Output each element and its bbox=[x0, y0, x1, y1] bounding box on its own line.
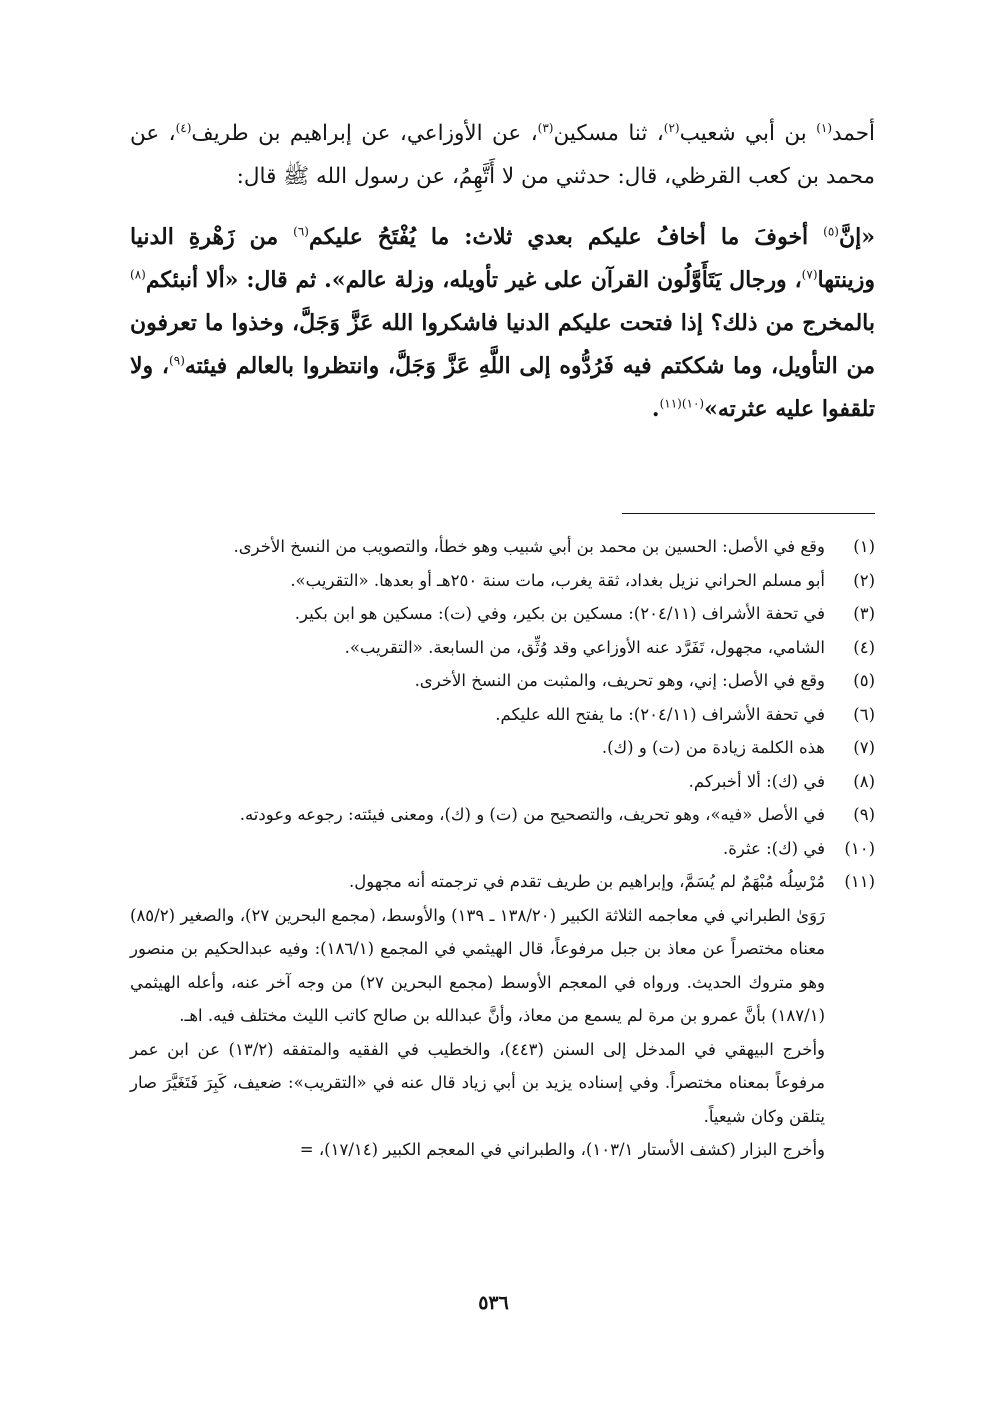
isnad-text: أحمد bbox=[832, 121, 875, 146]
footnote-text: في (ك): عثرة. bbox=[723, 838, 825, 858]
footnote-marker[interactable]: (٦) bbox=[293, 224, 309, 239]
footnote-number: (١٠) bbox=[844, 838, 875, 858]
footnote bbox=[130, 664, 875, 698]
footnote-marker[interactable]: (١١) bbox=[659, 396, 682, 411]
footnote-text: وقع في الأصل: إني، وهو تحريف، والمثبت من النسخ الأخرى. bbox=[414, 671, 825, 690]
footnote-marker[interactable]: (٩) bbox=[169, 353, 185, 368]
footnote-text: مُرْسِلُه مُبْهَمٌ لم يُسَمَّ، وإبراهيم بن طريف تقدم في ترجمته أنه مجهول. رَوَىٰ الطبراني في معاجمه الثلاثة الكبير (١٣٨/٢٠ ـ ١٣٩) والأوسط، (مجمع البحرين ٢٧)، والصغير (٨٥/٢) معناه مختصراً عن معاذ بن جبل مرفوعاً، قال الهيثمي في المجمع (١٨٦/١): وفيه عبدالحكيم بن منصور وهو متروك الحديث. ورواه في المعجم الأوسط (مجمع البحرين ٢٧) من وجه آخر عنه، وأعله الهيثمي (١٨٧/١) بأنَّ عمرو بن مرة لم يسمع من معاذ، وأنَّ عبدالله بن صالح كاتب الليث مختلف فيه. اهـ. وأخرج البيهقي في المدخل إلى السنن (٤٤٣)، والخطيب في الفقيه والمتفقه (١٣/٢) عن ابن عمر مرفوعاً بمعناه مختصراً. وفي إسناده يزيد بن أبي زياد قال عنه في «التقريب»: ضعيف، كَبِرَ فَتَغَيَّرَ صار يتلقن وكان شيعياً. وأخرج البزار (كشف الأستار ١٠٣/١)، والطبراني في المعجم الكبير (١٧/١٤)، = bbox=[130, 872, 826, 1159]
footnote-marker[interactable]: (٨) bbox=[130, 267, 146, 282]
hadith-text: «إنَّ bbox=[838, 224, 875, 250]
footnote-marker[interactable]: (١٠) bbox=[681, 396, 705, 411]
footnote-number: (٣) bbox=[853, 604, 875, 623]
hadith-text: . bbox=[651, 396, 660, 422]
footnote bbox=[130, 731, 875, 765]
hadith-text: ، ولا تلقفوا عليه عثرته» bbox=[130, 353, 875, 422]
footnote-text: في تحفة الأشراف (٢٠٤/١١): مسكين بن بكير، وفي (ت): مسكين هو ابن بكير. bbox=[294, 604, 825, 623]
footnote-marker[interactable]: (٢) bbox=[663, 120, 680, 135]
footnote-number: (١) bbox=[853, 537, 875, 556]
footnote bbox=[130, 530, 875, 564]
footnote bbox=[130, 698, 875, 732]
footnote-number: (٢) bbox=[853, 570, 875, 590]
hadith-text: ، ورجال يَتَأَوَّلُون القرآن على غير تأويله، وزلة عالم». ثم قال: «ألا أنبئكم bbox=[145, 267, 802, 293]
footnote-marker[interactable]: (٥) bbox=[823, 224, 839, 239]
footnote-number: (٦) bbox=[853, 704, 875, 724]
hadith-paragraph bbox=[130, 216, 875, 431]
footnote-number: (٥) bbox=[853, 671, 875, 690]
footnote-text: أبو مسلم الحراني نزيل بغداد، ثقة يغرب، مات سنة ٢٥٠هـ أو بعدها. «التقريب». bbox=[290, 570, 825, 590]
footnote-separator bbox=[622, 513, 875, 514]
main-text bbox=[130, 112, 875, 453]
footnote-marker[interactable]: (٣) bbox=[537, 120, 554, 135]
isnad-paragraph bbox=[130, 112, 875, 198]
footnote bbox=[130, 564, 875, 598]
hadith-text: من زَهْرةِ الدنيا وزينتها bbox=[130, 224, 875, 293]
footnote bbox=[130, 798, 875, 832]
footnote-number: (٤) bbox=[853, 637, 875, 657]
hadith-text: أخوفَ ما أخافُ عليكم بعدي ثلاث: ما يُفْتَحُ عليكم bbox=[308, 224, 824, 250]
footnote-number: (٩) bbox=[853, 805, 875, 824]
footnotes bbox=[130, 530, 875, 1167]
hadith-text: بالمخرج من ذلك؟ إذا فتحت عليكم الدنيا فاشكروا الله عَزَّ وَجَلَّ، وخذوا ما تعرفون من التأويل، وما شككتم فيه فَرُدُّوه إلى اللَّهِ عَزَّ وَجَلَّ، وانتظروا بالعالم فيئته bbox=[130, 310, 876, 379]
footnote bbox=[130, 865, 875, 1167]
footnote-number: (١١) bbox=[844, 872, 875, 891]
isnad-text: ، عن محمد بن كعب القرظي، قال: حدثني من لا أَتَّهِمُ، عن رسول الله ﷺ قال: bbox=[130, 121, 875, 189]
footnote-marker[interactable]: (١) bbox=[816, 120, 833, 135]
isnad-text: ، عن الأوزاعي، عن إبراهيم بن طريف bbox=[191, 121, 538, 146]
page-number: ٥٣٦ bbox=[478, 1292, 509, 1314]
footnote-number: (٨) bbox=[853, 771, 875, 791]
isnad-text: ، ثنا مسكين bbox=[553, 121, 664, 146]
footnote bbox=[130, 631, 875, 665]
footnote-text: الشامي، مجهول، تَفَرَّد عنه الأوزاعي وقد وُثِّق، من السابعة. «التقريب». bbox=[344, 637, 825, 657]
footnote bbox=[130, 765, 875, 799]
footnote-number: (٧) bbox=[853, 738, 875, 757]
footnote bbox=[130, 597, 875, 631]
footnote-text: وقع في الأصل: الحسين بن محمد بن أبي شبيب وهو خطأ، والتصويب من النسخ الأخرى. bbox=[233, 537, 825, 556]
footnote-text: هذه الكلمة زيادة من (ت) و (ك). bbox=[601, 738, 825, 757]
footnote-text: في تحفة الأشراف (٢٠٤/١١): ما يفتح الله عليكم. bbox=[495, 704, 825, 724]
footnote bbox=[130, 832, 875, 866]
footnote-marker[interactable]: (٧) bbox=[801, 267, 818, 282]
footnote-text: في الأصل «فيه»، وهو تحريف، والتصحيح من (ت) و (ك)، ومعنى فيئته: رجوعه وعودته. bbox=[239, 805, 825, 824]
footnote-marker[interactable]: (٤) bbox=[175, 120, 192, 135]
isnad-text: بن أبي شعيب bbox=[679, 121, 817, 146]
footnote-text: في (ك): ألا أخبركم. bbox=[688, 771, 825, 791]
